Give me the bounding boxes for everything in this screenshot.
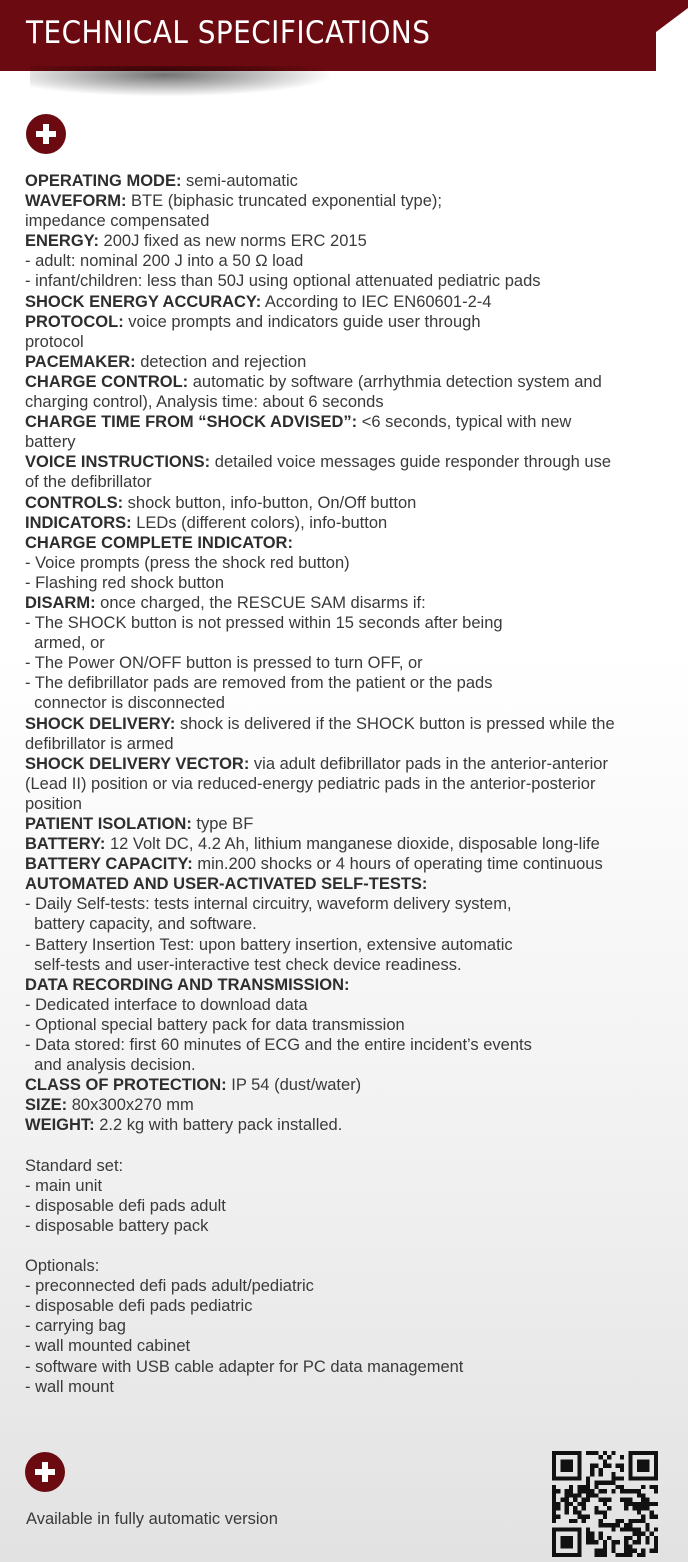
spec-line bbox=[25, 673, 665, 693]
spec-label: WAVEFORM: bbox=[25, 192, 127, 211]
spec-label: VOICE INSTRUCTIONS: bbox=[25, 453, 211, 472]
spec-line bbox=[25, 1055, 665, 1075]
spec-label: PACEMAKER: bbox=[25, 352, 136, 371]
spec-line bbox=[25, 633, 665, 653]
spec-line bbox=[25, 312, 665, 332]
spec-line bbox=[25, 714, 665, 734]
spec-label: PATIENT ISOLATION: bbox=[25, 815, 192, 833]
spec-line bbox=[25, 1015, 665, 1035]
spec-line bbox=[25, 513, 665, 533]
spec-value: - adult: nominal 200 J into a 50 Ω load bbox=[25, 252, 304, 271]
qr-code-icon bbox=[552, 1451, 658, 1557]
spec-line bbox=[25, 1196, 665, 1216]
spec-line bbox=[25, 653, 665, 673]
spec-value: <6 seconds, typical with new bbox=[357, 413, 572, 432]
spec-value: - The Power ON/OFF button is pressed to turn OFF, or bbox=[25, 654, 423, 673]
spec-value: - main unit bbox=[25, 1176, 103, 1195]
spec-value: semi-automatic bbox=[181, 172, 298, 190]
spec-line bbox=[25, 1236, 665, 1256]
spec-value: LEDs (different colors), info-button bbox=[131, 513, 388, 532]
spec-line bbox=[25, 613, 665, 633]
spec-line bbox=[25, 1276, 665, 1296]
spec-line bbox=[25, 1136, 665, 1156]
spec-value: shock is delivered if the SHOCK button is pressed while the bbox=[175, 714, 615, 733]
spec-line bbox=[25, 1095, 665, 1115]
spec-value: via adult defibrillator pads in the anterior-anterior bbox=[249, 754, 608, 773]
spec-line bbox=[25, 1377, 665, 1397]
spec-line bbox=[25, 874, 665, 894]
spec-label: SHOCK ENERGY ACCURACY: bbox=[25, 292, 262, 311]
spec-value: once charged, the RESCUE SAM disarms if: bbox=[95, 593, 426, 612]
spec-label: BATTERY: bbox=[25, 835, 106, 854]
spec-line bbox=[25, 1156, 665, 1176]
spec-value: 80x300x270 mm bbox=[67, 1096, 194, 1115]
spec-line bbox=[25, 894, 665, 914]
spec-label: BATTERY CAPACITY: bbox=[25, 855, 193, 874]
spec-value: - disposable defi pads adult bbox=[25, 1196, 226, 1215]
spec-line bbox=[25, 754, 665, 774]
spec-line bbox=[25, 573, 665, 593]
spec-line bbox=[25, 955, 665, 975]
spec-value: voice prompts and indicators guide user through bbox=[123, 312, 481, 331]
spec-line bbox=[25, 814, 665, 834]
spec-value: min.200 shocks or 4 hours of operating time continuous bbox=[192, 855, 603, 874]
footer-note: Available in fully automatic version bbox=[26, 1510, 278, 1528]
spec-value: - disposable defi pads pediatric bbox=[25, 1297, 253, 1316]
spec-line bbox=[25, 271, 665, 291]
spec-value: - Flashing red shock button bbox=[25, 573, 225, 592]
spec-value: - Daily Self-tests: tests internal circuitry, waveform delivery system, bbox=[25, 895, 512, 914]
spec-value: - preconnected defi pads adult/pediatric bbox=[25, 1277, 314, 1296]
spec-label: INDICATORS: bbox=[25, 513, 132, 532]
spec-value: - carrying bag bbox=[25, 1317, 126, 1336]
spec-line bbox=[25, 1216, 665, 1236]
spec-line bbox=[25, 231, 665, 251]
spec-line bbox=[25, 1176, 665, 1196]
spec-list bbox=[25, 171, 665, 1397]
spec-value: (Lead II) position or via reduced-energy pediatric pads in the anterior-posterior bbox=[25, 774, 596, 793]
spec-label: SHOCK DELIVERY: bbox=[25, 714, 176, 733]
spec-value: position bbox=[25, 794, 82, 813]
spec-value: impedance compensated bbox=[25, 212, 210, 231]
spec-line bbox=[25, 472, 665, 492]
spec-line bbox=[25, 734, 665, 754]
spec-value: of the defibrillator bbox=[25, 473, 152, 492]
spec-line bbox=[25, 452, 665, 472]
spec-value: 12 Volt DC, 4.2 Ah, lithium manganese dioxide, disposable long-life bbox=[105, 835, 600, 854]
spec-value: 200J fixed as new norms ERC 2015 bbox=[98, 232, 367, 251]
plus-circle-icon bbox=[26, 114, 66, 154]
spec-line bbox=[25, 794, 665, 814]
spec-label: CLASS OF PROTECTION: bbox=[25, 1076, 227, 1095]
spec-line bbox=[25, 975, 665, 995]
spec-value: - disposable battery pack bbox=[25, 1216, 209, 1235]
spec-label: PROTOCOL: bbox=[25, 312, 124, 331]
spec-value: detailed voice messages guide responder through use bbox=[210, 453, 612, 472]
spec-label: CHARGE TIME FROM “SHOCK ADVISED”: bbox=[25, 413, 358, 432]
spec-line bbox=[25, 834, 665, 854]
spec-line bbox=[25, 392, 665, 412]
spec-line bbox=[25, 493, 665, 513]
spec-label: CHARGE COMPLETE INDICATOR: bbox=[25, 533, 293, 552]
spec-label: CHARGE CONTROL: bbox=[25, 372, 189, 391]
spec-value: According to IEC EN60601-2-4 bbox=[261, 292, 492, 311]
spec-line bbox=[25, 292, 665, 312]
spec-value: battery bbox=[25, 433, 76, 452]
spec-value: - Battery Insertion Test: upon battery insertion, extensive automatic bbox=[25, 935, 513, 954]
spec-line bbox=[25, 553, 665, 573]
spec-line bbox=[25, 1035, 665, 1055]
spec-value: automatic by software (arrhythmia detection system and bbox=[188, 372, 602, 391]
spec-line bbox=[25, 854, 665, 874]
spec-value: self-tests and user-interactive test check device readiness. bbox=[25, 955, 462, 974]
spec-value: IP 54 (dust/water) bbox=[226, 1076, 362, 1095]
spec-value: - software with USB cable adapter for PC data management bbox=[25, 1357, 464, 1376]
spec-line bbox=[25, 533, 665, 553]
spec-line bbox=[25, 1357, 665, 1377]
spec-line bbox=[25, 171, 665, 191]
spec-line bbox=[25, 914, 665, 934]
spec-value: armed, or bbox=[25, 634, 105, 653]
spec-value: battery capacity, and software. bbox=[25, 915, 257, 934]
spec-line bbox=[25, 191, 665, 211]
spec-label: SIZE: bbox=[25, 1096, 68, 1115]
spec-label: CONTROLS: bbox=[25, 493, 124, 512]
spec-value: - wall mount bbox=[25, 1377, 114, 1396]
spec-value: shock button, info-button, On/Off button bbox=[123, 493, 417, 512]
spec-value: - Data stored: first 60 minutes of ECG and the entire incident’s events bbox=[25, 1036, 532, 1055]
spec-value: BTE (biphasic truncated exponential type); bbox=[126, 192, 442, 211]
spec-line bbox=[25, 211, 665, 231]
page-title: TECHNICAL SPECIFICATIONS bbox=[26, 15, 431, 51]
spec-line bbox=[25, 1115, 665, 1135]
plus-circle-icon bbox=[25, 1452, 65, 1492]
spec-value: detection and rejection bbox=[135, 352, 307, 371]
header-shadow bbox=[30, 66, 330, 96]
spec-line bbox=[25, 332, 665, 352]
spec-line bbox=[25, 1316, 665, 1336]
spec-line bbox=[25, 774, 665, 794]
spec-value: 2.2 kg with battery pack installed. bbox=[94, 1116, 343, 1135]
spec-line bbox=[25, 412, 665, 432]
spec-value: Optionals: bbox=[25, 1257, 100, 1276]
spec-value: - Dedicated interface to download data bbox=[25, 995, 308, 1014]
spec-line bbox=[25, 593, 665, 613]
spec-line bbox=[25, 693, 665, 713]
spec-line bbox=[25, 935, 665, 955]
spec-value: Standard set: bbox=[25, 1156, 124, 1175]
spec-value: and analysis decision. bbox=[25, 1056, 196, 1075]
spec-value: - The SHOCK button is not pressed within 15 seconds after being bbox=[25, 614, 503, 633]
spec-value: type BF bbox=[191, 815, 254, 833]
spec-line bbox=[25, 1075, 665, 1095]
spec-value: - The defibrillator pads are removed from the patient or the pads bbox=[25, 674, 493, 693]
spec-label: AUTOMATED AND USER-ACTIVATED SELF-TESTS: bbox=[25, 875, 428, 894]
spec-value: - wall mounted cabinet bbox=[25, 1337, 191, 1356]
spec-line bbox=[25, 251, 665, 271]
spec-line bbox=[25, 1336, 665, 1356]
spec-value: protocol bbox=[25, 332, 84, 351]
spec-value: connector is disconnected bbox=[25, 694, 225, 713]
spec-value: - infant/children: less than 50J using optional attenuated pediatric pads bbox=[25, 272, 541, 291]
spec-value: defibrillator is armed bbox=[25, 734, 174, 753]
spec-line bbox=[25, 372, 665, 392]
spec-label: OPERATING MODE: bbox=[25, 172, 182, 190]
spec-line bbox=[25, 1256, 665, 1276]
spec-value: - Optional special battery pack for data transmission bbox=[25, 1015, 405, 1034]
spec-line bbox=[25, 432, 665, 452]
spec-label: ENERGY: bbox=[25, 232, 99, 251]
spec-label: WEIGHT: bbox=[25, 1116, 95, 1135]
spec-line bbox=[25, 995, 665, 1015]
spec-line bbox=[25, 1296, 665, 1316]
spec-label: DISARM: bbox=[25, 593, 96, 612]
spec-label: DATA RECORDING AND TRANSMISSION: bbox=[25, 975, 350, 994]
spec-value: - Voice prompts (press the shock red button) bbox=[25, 553, 350, 572]
spec-value: charging control), Analysis time: about 6 seconds bbox=[25, 393, 384, 412]
spec-line bbox=[25, 352, 665, 372]
spec-label: SHOCK DELIVERY VECTOR: bbox=[25, 754, 250, 773]
